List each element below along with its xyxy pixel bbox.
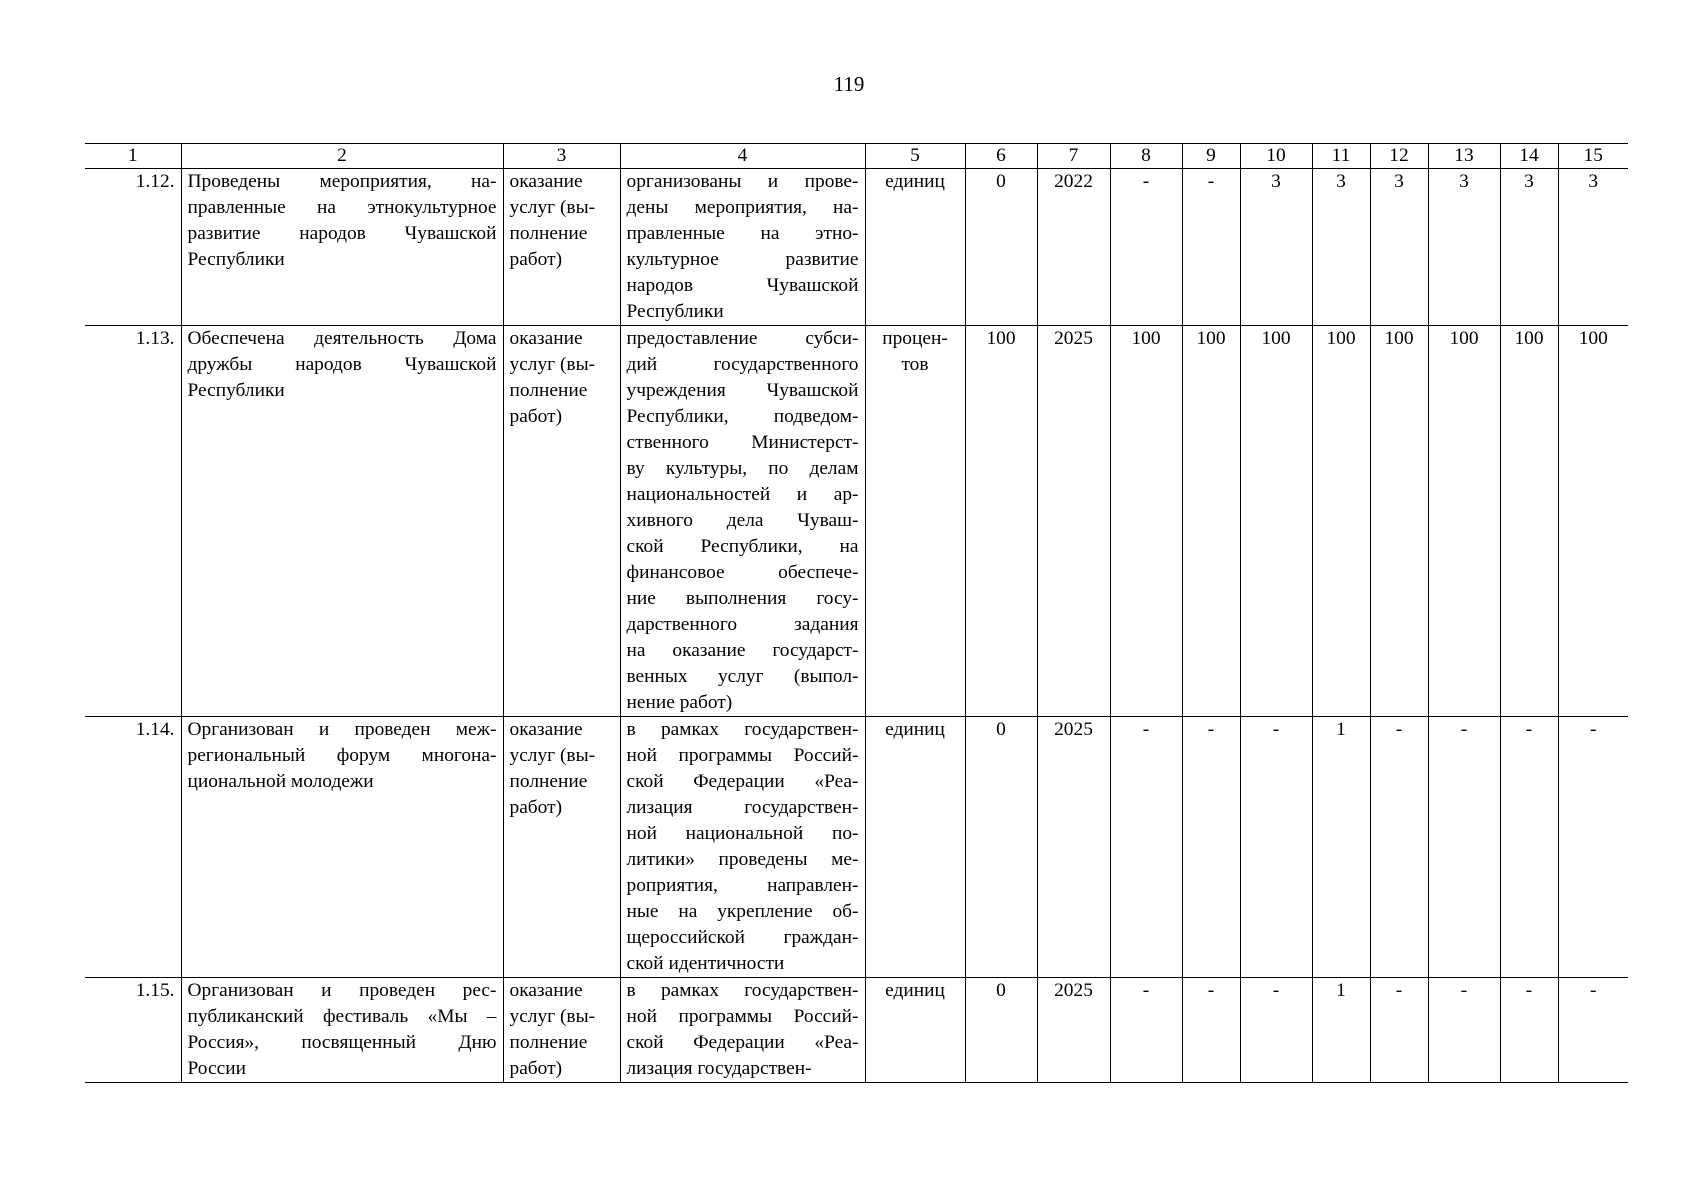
value-cell: 100	[1370, 326, 1428, 717]
cell-line: ской Федерации «Реа-	[626, 1032, 859, 1053]
description-cell	[620, 717, 865, 978]
cell-line: России	[187, 1058, 246, 1079]
value-cell: 100	[1312, 326, 1370, 717]
value-cell: 3	[1500, 169, 1558, 326]
cell-line: процен-	[882, 328, 948, 349]
cell-line: услуг (вы-	[509, 745, 596, 766]
value-cell: 100	[1558, 326, 1628, 717]
value-cell: -	[1182, 169, 1240, 326]
row-number-cell: 1.12.	[85, 169, 181, 326]
table-row	[85, 717, 1628, 978]
cell-line: публиканский фестиваль «Мы –	[187, 1006, 497, 1027]
value-cell: 3	[1240, 169, 1312, 326]
cell-line: финансовое обеспече-	[626, 562, 859, 583]
cell-line: полнение	[509, 223, 588, 244]
work-type-cell	[503, 169, 620, 326]
row-number-cell: 1.14.	[85, 717, 181, 978]
base-year-cell: 2025	[1037, 978, 1110, 1083]
cell-line: оказание	[509, 328, 583, 349]
cell-line: роприятия, направлен-	[626, 875, 859, 896]
cell-line: ву культуры, по делам	[626, 458, 859, 479]
cell-line: ской Федерации «Реа-	[626, 771, 859, 792]
cell-line: тов	[901, 354, 929, 375]
indicators-table	[85, 143, 1628, 1083]
cell-line: Проведены мероприятия, на-	[187, 171, 497, 192]
value-cell: 1	[1312, 978, 1370, 1083]
cell-line: венных услуг (выпол-	[626, 666, 859, 687]
column-header-6: 6	[965, 144, 1037, 169]
column-header-7: 7	[1037, 144, 1110, 169]
value-cell: 3	[1558, 169, 1628, 326]
cell-line: Республики	[187, 249, 285, 270]
cell-line: организованы и прове-	[626, 171, 859, 192]
column-header-15: 15	[1558, 144, 1628, 169]
base-year-cell: 2025	[1037, 326, 1110, 717]
cell-line: правленные на этнокультурное	[187, 197, 497, 218]
unit-cell	[865, 978, 965, 1083]
cell-line: ственного Министерст-	[626, 432, 859, 453]
unit-cell	[865, 169, 965, 326]
value-cell: 3	[1312, 169, 1370, 326]
cell-line: Республики, подведом-	[626, 406, 859, 427]
base-value-cell: 0	[965, 717, 1037, 978]
cell-line: предоставление субси-	[626, 328, 859, 349]
base-value-cell: 0	[965, 169, 1037, 326]
cell-line: дий государственного	[626, 354, 859, 375]
cell-line: национальностей и ар-	[626, 484, 859, 505]
cell-line: лизация государствен-	[626, 1058, 812, 1079]
cell-line: Организован и проведен меж-	[187, 719, 497, 740]
column-header-12: 12	[1370, 144, 1428, 169]
cell-line: услуг (вы-	[509, 1006, 596, 1027]
cell-line: единиц	[885, 719, 945, 740]
cell-line: региональный форум многона-	[187, 745, 497, 766]
column-header-3: 3	[503, 144, 620, 169]
value-cell: -	[1428, 717, 1500, 978]
description-cell	[620, 978, 865, 1083]
cell-line: работ)	[509, 1058, 563, 1079]
cell-line: дены мероприятия, на-	[626, 197, 859, 218]
value-cell: -	[1428, 978, 1500, 1083]
cell-line: ской Республики, на	[626, 536, 859, 557]
value-cell: 3	[1428, 169, 1500, 326]
cell-line: Республики	[187, 380, 285, 401]
column-header-4: 4	[620, 144, 865, 169]
work-type-cell	[503, 326, 620, 717]
column-header-9: 9	[1182, 144, 1240, 169]
base-value-cell: 100	[965, 326, 1037, 717]
cell-line: ной программы Россий-	[626, 745, 859, 766]
value-cell: 100	[1428, 326, 1500, 717]
cell-line: ной программы Россий-	[626, 1006, 859, 1027]
value-cell: -	[1110, 978, 1182, 1083]
base-year-cell: 2022	[1037, 169, 1110, 326]
value-cell: -	[1182, 717, 1240, 978]
cell-line: на оказание государст-	[626, 640, 859, 661]
cell-line: лизация государствен-	[626, 797, 859, 818]
value-cell: 100	[1500, 326, 1558, 717]
table-row	[85, 169, 1628, 326]
cell-line: единиц	[885, 980, 945, 1001]
value-cell: 1	[1312, 717, 1370, 978]
value-cell: 100	[1182, 326, 1240, 717]
column-header-14: 14	[1500, 144, 1558, 169]
unit-cell	[865, 326, 965, 717]
cell-line: услуг (вы-	[509, 354, 596, 375]
cell-line: услуг (вы-	[509, 197, 596, 218]
cell-line: правленные на этно-	[626, 223, 859, 244]
value-cell: 100	[1110, 326, 1182, 717]
base-value-cell: 0	[965, 978, 1037, 1083]
cell-line: культурное развитие	[626, 249, 859, 270]
value-cell: 3	[1370, 169, 1428, 326]
cell-line: полнение	[509, 771, 588, 792]
cell-line: работ)	[509, 406, 563, 427]
cell-line: полнение	[509, 1032, 588, 1053]
value-cell: -	[1500, 717, 1558, 978]
cell-line: нение работ)	[626, 692, 733, 713]
column-header-11: 11	[1312, 144, 1370, 169]
cell-line: дарственного задания	[626, 614, 859, 635]
column-header-5: 5	[865, 144, 965, 169]
cell-line: оказание	[509, 719, 583, 740]
indicator-name-cell	[181, 169, 503, 326]
column-header-2: 2	[181, 144, 503, 169]
cell-line: в рамках государствен-	[626, 719, 859, 740]
table-row	[85, 326, 1628, 717]
value-cell: -	[1558, 717, 1628, 978]
value-cell: -	[1500, 978, 1558, 1083]
value-cell: -	[1240, 717, 1312, 978]
cell-line: работ)	[509, 249, 563, 270]
indicator-name-cell	[181, 978, 503, 1083]
row-number-cell: 1.15.	[85, 978, 181, 1083]
value-cell: -	[1110, 169, 1182, 326]
header-row	[85, 144, 1628, 169]
unit-cell	[865, 717, 965, 978]
cell-line: ской идентичности	[626, 953, 785, 974]
column-header-10: 10	[1240, 144, 1312, 169]
work-type-cell	[503, 717, 620, 978]
description-cell	[620, 169, 865, 326]
cell-line: хивного дела Чуваш-	[626, 510, 859, 531]
work-type-cell	[503, 978, 620, 1083]
cell-line: Россия», посвященный Дню	[187, 1032, 497, 1053]
value-cell: -	[1110, 717, 1182, 978]
cell-line: работ)	[509, 797, 563, 818]
row-number-cell: 1.13.	[85, 326, 181, 717]
cell-line: развитие народов Чувашской	[187, 223, 497, 244]
cell-line: оказание	[509, 980, 583, 1001]
cell-line: Республики	[626, 301, 724, 322]
column-header-8: 8	[1110, 144, 1182, 169]
cell-line: полнение	[509, 380, 588, 401]
column-header-13: 13	[1428, 144, 1500, 169]
value-cell: -	[1240, 978, 1312, 1083]
column-header-1: 1	[85, 144, 181, 169]
cell-line: Организован и проведен рес-	[187, 980, 497, 1001]
cell-line: дружбы народов Чувашской	[187, 354, 497, 375]
table-row	[85, 978, 1628, 1083]
cell-line: ные на укрепление об-	[626, 901, 859, 922]
cell-line: литики» проведены ме-	[626, 849, 859, 870]
cell-line: учреждения Чувашской	[626, 380, 859, 401]
cell-line: единиц	[885, 171, 945, 192]
cell-line: щероссийской граждан-	[626, 927, 859, 948]
value-cell: -	[1182, 978, 1240, 1083]
value-cell: -	[1370, 978, 1428, 1083]
value-cell: 100	[1240, 326, 1312, 717]
cell-line: ной национальной по-	[626, 823, 859, 844]
cell-line: ние выполнения госу-	[626, 588, 859, 609]
base-year-cell: 2025	[1037, 717, 1110, 978]
indicator-name-cell	[181, 326, 503, 717]
page-number: 119	[833, 72, 865, 96]
value-cell: -	[1370, 717, 1428, 978]
cell-line: циональной молодежи	[187, 771, 374, 792]
cell-line: Обеспечена деятельность Дома	[187, 328, 497, 349]
cell-line: оказание	[509, 171, 583, 192]
cell-line: народов Чувашской	[626, 275, 859, 296]
cell-line: в рамках государствен-	[626, 980, 859, 1001]
indicator-name-cell	[181, 717, 503, 978]
value-cell: -	[1558, 978, 1628, 1083]
description-cell	[620, 326, 865, 717]
